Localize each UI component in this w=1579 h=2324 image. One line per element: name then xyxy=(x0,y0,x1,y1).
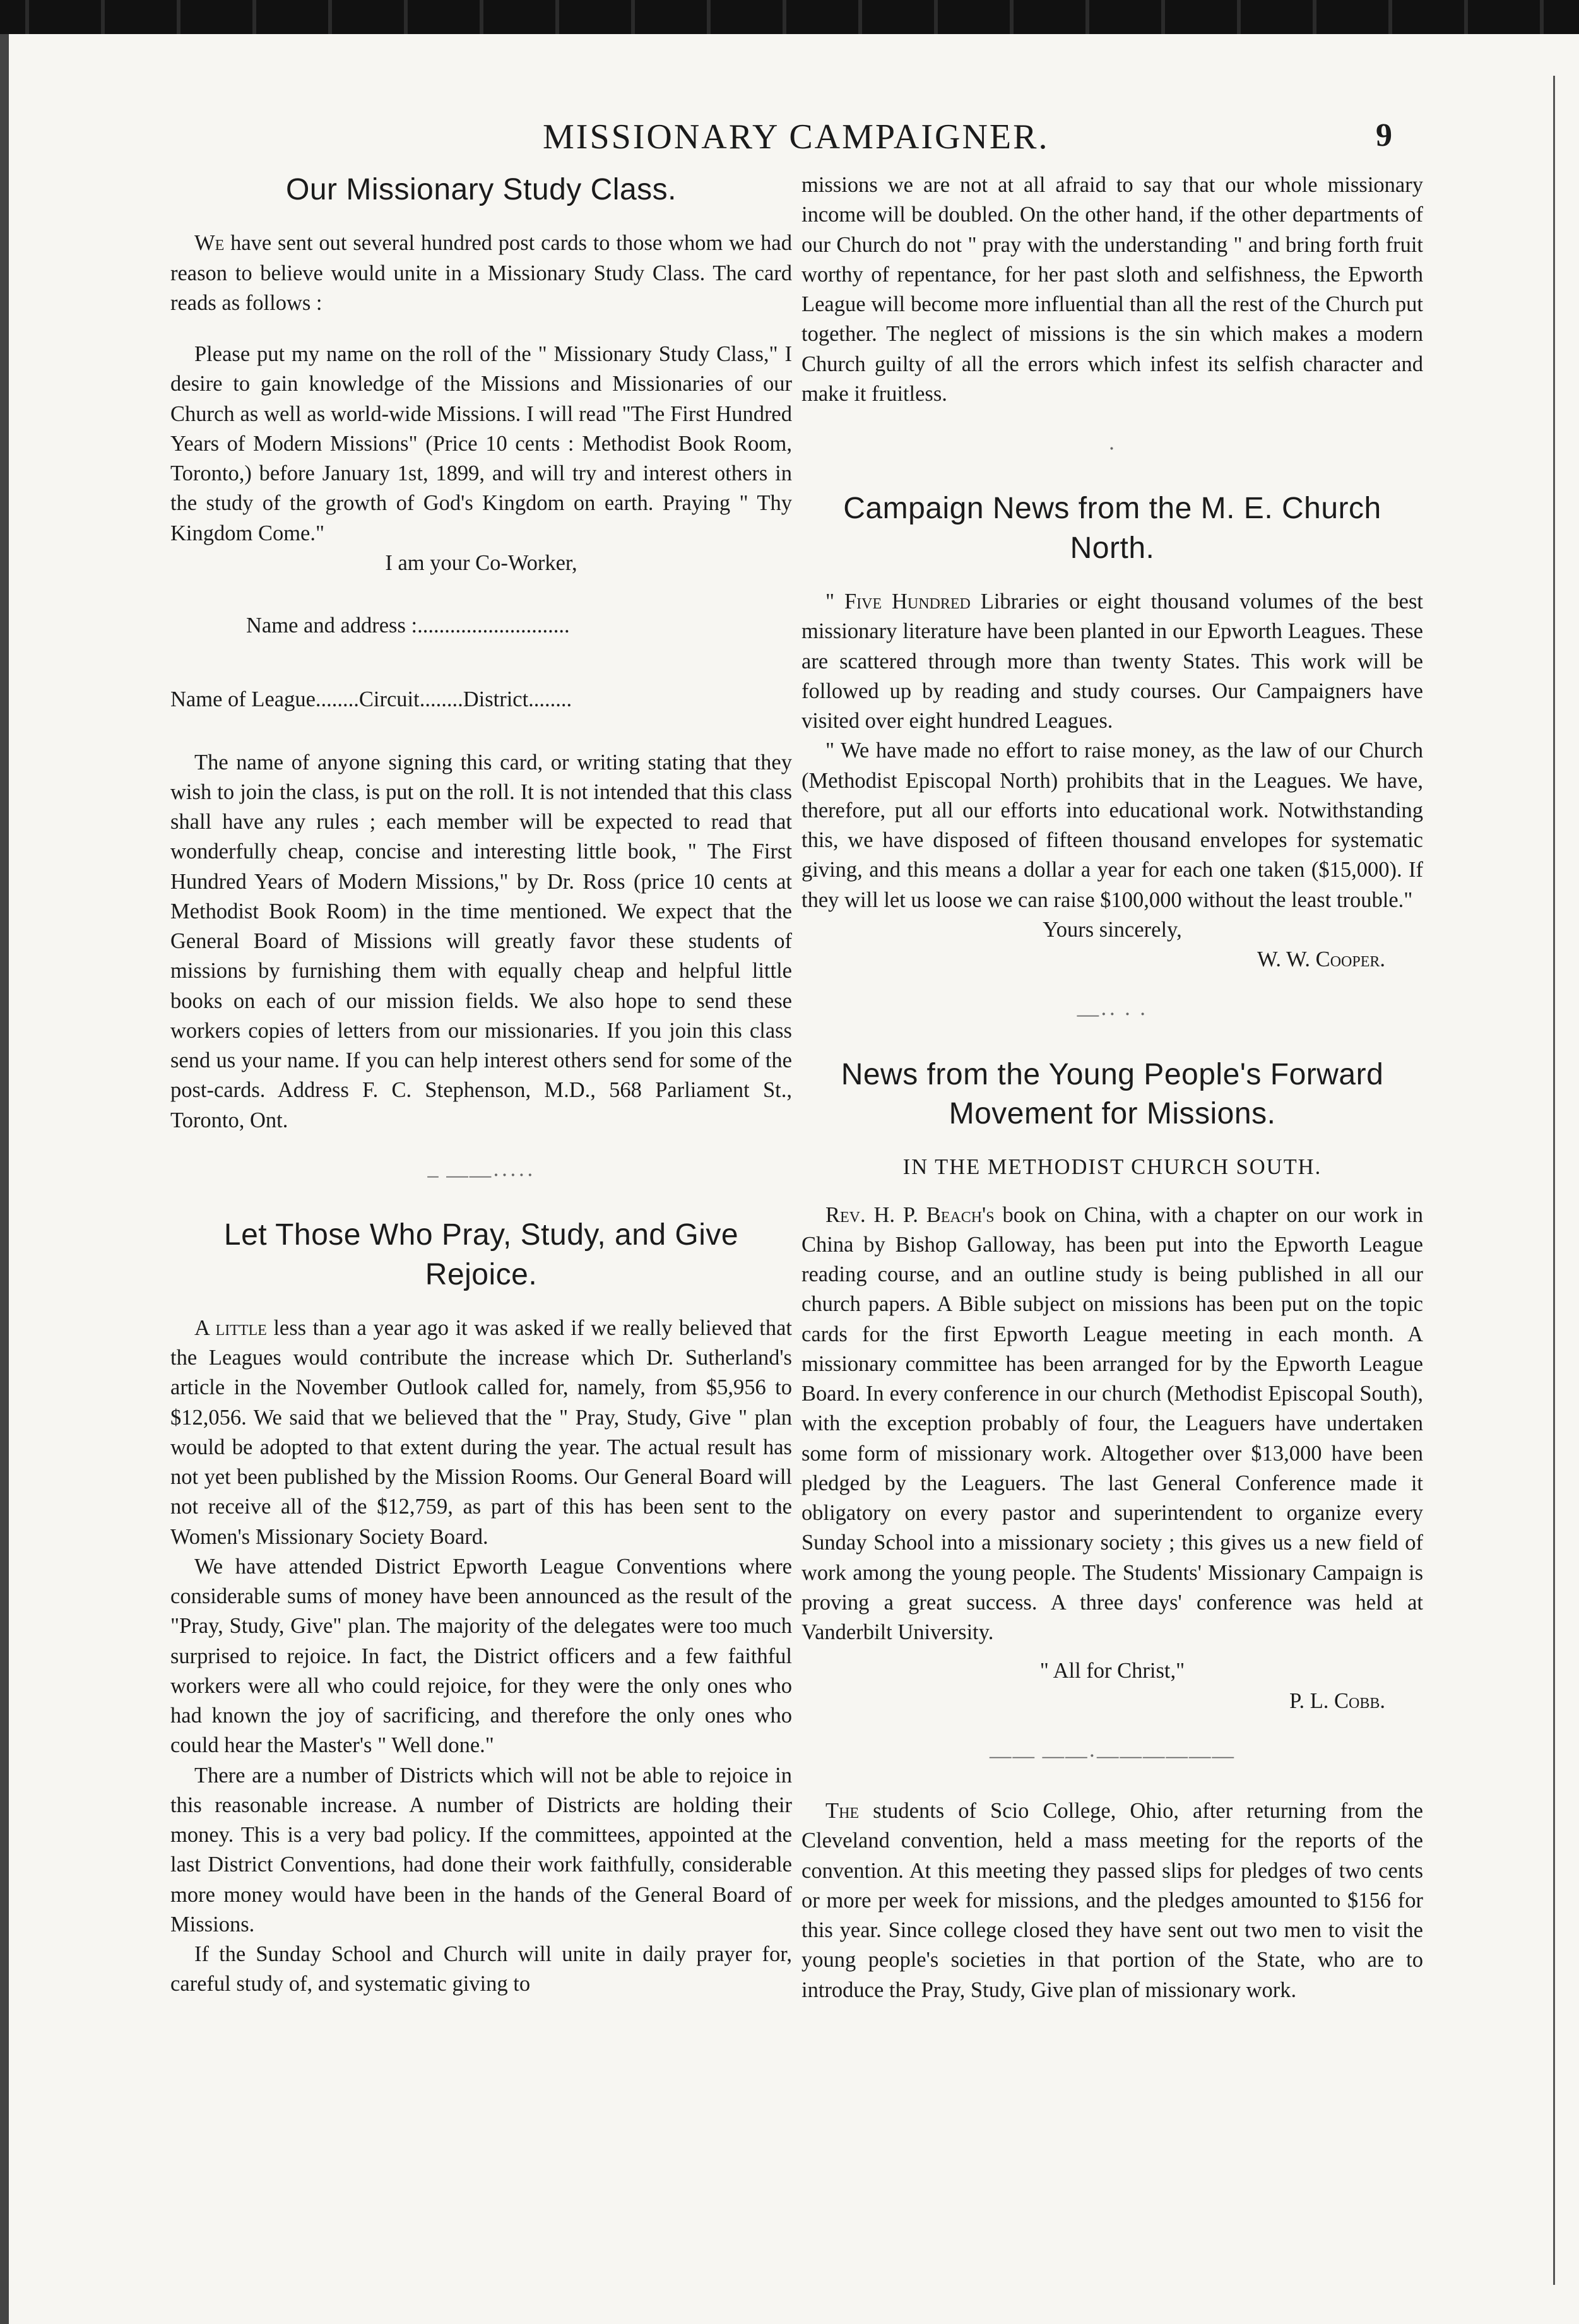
paragraph xyxy=(801,587,1423,736)
paragraph-text: students of Scio College, Ohio, after returning from the Cleveland convention, held a mass meeting for the reports of the convention. At this meeting they passed slips for pledges of two cents or more per week for missions, and the pledges amounted to $156 for this year. Since college closed they have sent out two men to visit the young people's societies in that portion of the State, who are to introduce the Pray, Study, Give plan of missionary work. xyxy=(801,1799,1423,2002)
lead-in: A little xyxy=(194,1315,267,1340)
running-head: MISSIONARY CAMPAIGNER. xyxy=(543,117,1050,157)
lead-in: We xyxy=(194,231,225,256)
article-forward-movement xyxy=(801,1055,1423,1716)
paragraph xyxy=(170,1313,792,1552)
paragraph-text: have sent out several hundred post cards to those whom we had reason to believe would unite in a Missionary Study Class. The card reads as follows : xyxy=(170,231,792,315)
form-name-line: Name and address :............................ xyxy=(246,614,570,638)
paragraph xyxy=(170,228,792,318)
scan-border-left xyxy=(0,34,9,2324)
card-text: Please put my name on the roll of the " Missionary Study Class," I desire to gain knowledge of the Missions and Missionaries of our Church as well as world-wide Missions. I will read "The First Hundred Years of Modern Missions" (Price 10 cents : Methodist Book Room, Toronto,) before January 1st, 1899, and will try and interest others in the study of the growth of God's Kingdom on earth. Praying " Thy Kingdom Come." xyxy=(170,342,792,545)
paragraph-text: less than a year ago it was asked if we really believed that the Leagues would contribute the increase which Dr. Sutherland's article in the November Outlook called for, namely, from $5,956 to $12,056. We said that we believed that the " Pray, Study, Give " plan would be adopted to that extent during the year. The actual result has not yet been published by the Mission Rooms. Our General Board will not receive all of the $12,759, as part of this has been sent to the Women's Missionary Society Board. xyxy=(170,1315,792,1549)
paragraph xyxy=(801,1796,1423,2005)
form-league-line: Name of League........Circuit........District........ xyxy=(170,687,572,712)
page-number: 9 xyxy=(1376,117,1392,153)
lead-in: The xyxy=(825,1799,860,1823)
paragraph-text: book on China, with a chapter on our work in China by Bishop Galloway, has been put into the Epworth League reading course, and an outline study is being published in all our church papers. A Bible subject on missions has been put on the topic cards for the first Epworth League meeting in each month. A missionary committee has been arranged for by the Epworth League Board. In every conference in our church (Methodist Episcopal South), with the exception probably of four, the Leaguers have undertaken some form of missionary work. Altogether over $13,000 have been pledged by the Leaguers. The last General Conference made it obligatory on every pastor and superintendent to organize every Sunday School into a missionary society ; this gives us a new field of work among the young people. The Students' Missionary Campaign is proving a great success. A three days' conference was held at Vanderbilt University. xyxy=(801,1202,1423,1645)
article-study-class xyxy=(170,170,792,1135)
article-title: News from the Young People's Forward Movement for Missions. xyxy=(841,1057,1384,1130)
paragraph-text: Libraries or eight thousand volumes of the best missionary literature have been planted in our Epworth Leagues. These are scattered through more than twenty States. This work will be followed up by reading and study courses. Our Campaigners have visited over eight hundred Leagues. xyxy=(801,590,1423,733)
letter-closing: " All for Christ," xyxy=(1039,1659,1185,1683)
article-scio-college xyxy=(801,1796,1423,2005)
article-title: Campaign News from the M. E. Church North. xyxy=(843,492,1381,565)
signature: P. L. Cobb. xyxy=(1289,1688,1385,1713)
paragraph: " We have made no effort to raise money, as the law of our Church (Methodist Episcopal North) prohibits that in the Leagues. We have, therefore, put all our efforts into educational work. Notwithstanding this, we have disposed of fifteen thousand envelopes for systematic giving, and this means a dollar a year for each one taken ($15,000). If they will let us loose we can raise $100,000 without the least trouble." xyxy=(801,738,1423,912)
article-subhead: IN THE METHODIST CHURCH SOUTH. xyxy=(902,1155,1322,1180)
paragraph: If the Sunday School and Church will unite in daily prayer for, careful study of, and systematic giving to xyxy=(170,1942,792,1996)
card-closing: I am your Co-Worker, xyxy=(385,550,577,575)
paragraph: There are a number of Districts which will not be able to rejoice in this reasonable increase. A number of Districts are holding their money. This is a very bad policy. If the committees, appointed at the last District Conventions, had done their work faithfully, considerable more money would have been in the hands of the General Board of Missions. xyxy=(170,1763,792,1936)
continued-paragraph: missions we are not at all afraid to say that our whole missionary income will be doubled. On the other hand, if the other departments of our Church do not " pray with the understanding " and bring forth fruit worthy of repentance, for her past sloth and selfishness, the Epworth League will become more influential than all the rest of the Church put together. The neglect of missions is the sin which makes a modern Church guilty of all the errors which infest its selfish character and make it fruitless. xyxy=(801,173,1423,406)
section-divider: · xyxy=(1108,437,1117,461)
paragraph: We have attended District Epworth League Conventions where considerable sums of money have been announced as the result of the "Pray, Study, Give" plan. The majority of the delegates were too much surprised to rejoice. In fact, the District officers and a few faithful workers were all who could rejoice, for they were the only ones who had known the joy of sacrificing, and therefore the only ones who could hear the Master's " Well done." xyxy=(170,1554,792,1758)
article-me-church-north xyxy=(801,489,1423,975)
left-column xyxy=(170,170,792,2000)
lead-in: Rev. H. P. Beach's xyxy=(825,1202,995,1227)
section-divider: —— ——·—————— xyxy=(989,1743,1236,1768)
letter-closing: Yours sincerely, xyxy=(1043,917,1182,942)
section-divider: – ——····· xyxy=(427,1163,535,1187)
scan-border-right xyxy=(1553,76,1555,2285)
right-column xyxy=(801,170,1423,2005)
paragraph: The name of anyone signing this card, or writing stating that they wish to join the class, is put on the roll. It is not intended that this class shall have any rules ; each member will be expected to read that wonderfully cheap, concise and interesting little book, " The First Hundred Years of Modern Missions," by Dr. Ross (price 10 cents at Methodist Book Room) in the time mentioned. We expect that the General Board of Missions will greatly favor these students of missions by furnishing them with equally cheap and helpful little books on each of our mission fields. We also hope to send these workers copies of letters from our missionaries. If you join this class send us your name. If you can help interest others send for some of the post-cards. Address F. C. Stephenson, M.D., 568 Parliament St., Toronto, Ont. xyxy=(170,750,792,1132)
article-rejoice xyxy=(170,1216,792,2000)
article-title: Let Those Who Pray, Study, and Give Rejoice. xyxy=(223,1218,739,1291)
signature: W. W. Cooper. xyxy=(1257,947,1385,972)
section-divider: —·· · · xyxy=(1077,1002,1148,1027)
paragraph xyxy=(801,1201,1423,1648)
scan-border-top xyxy=(0,0,1579,34)
lead-in: " Five Hundred xyxy=(825,590,971,614)
article-title: Our Missionary Study Class. xyxy=(285,173,677,206)
